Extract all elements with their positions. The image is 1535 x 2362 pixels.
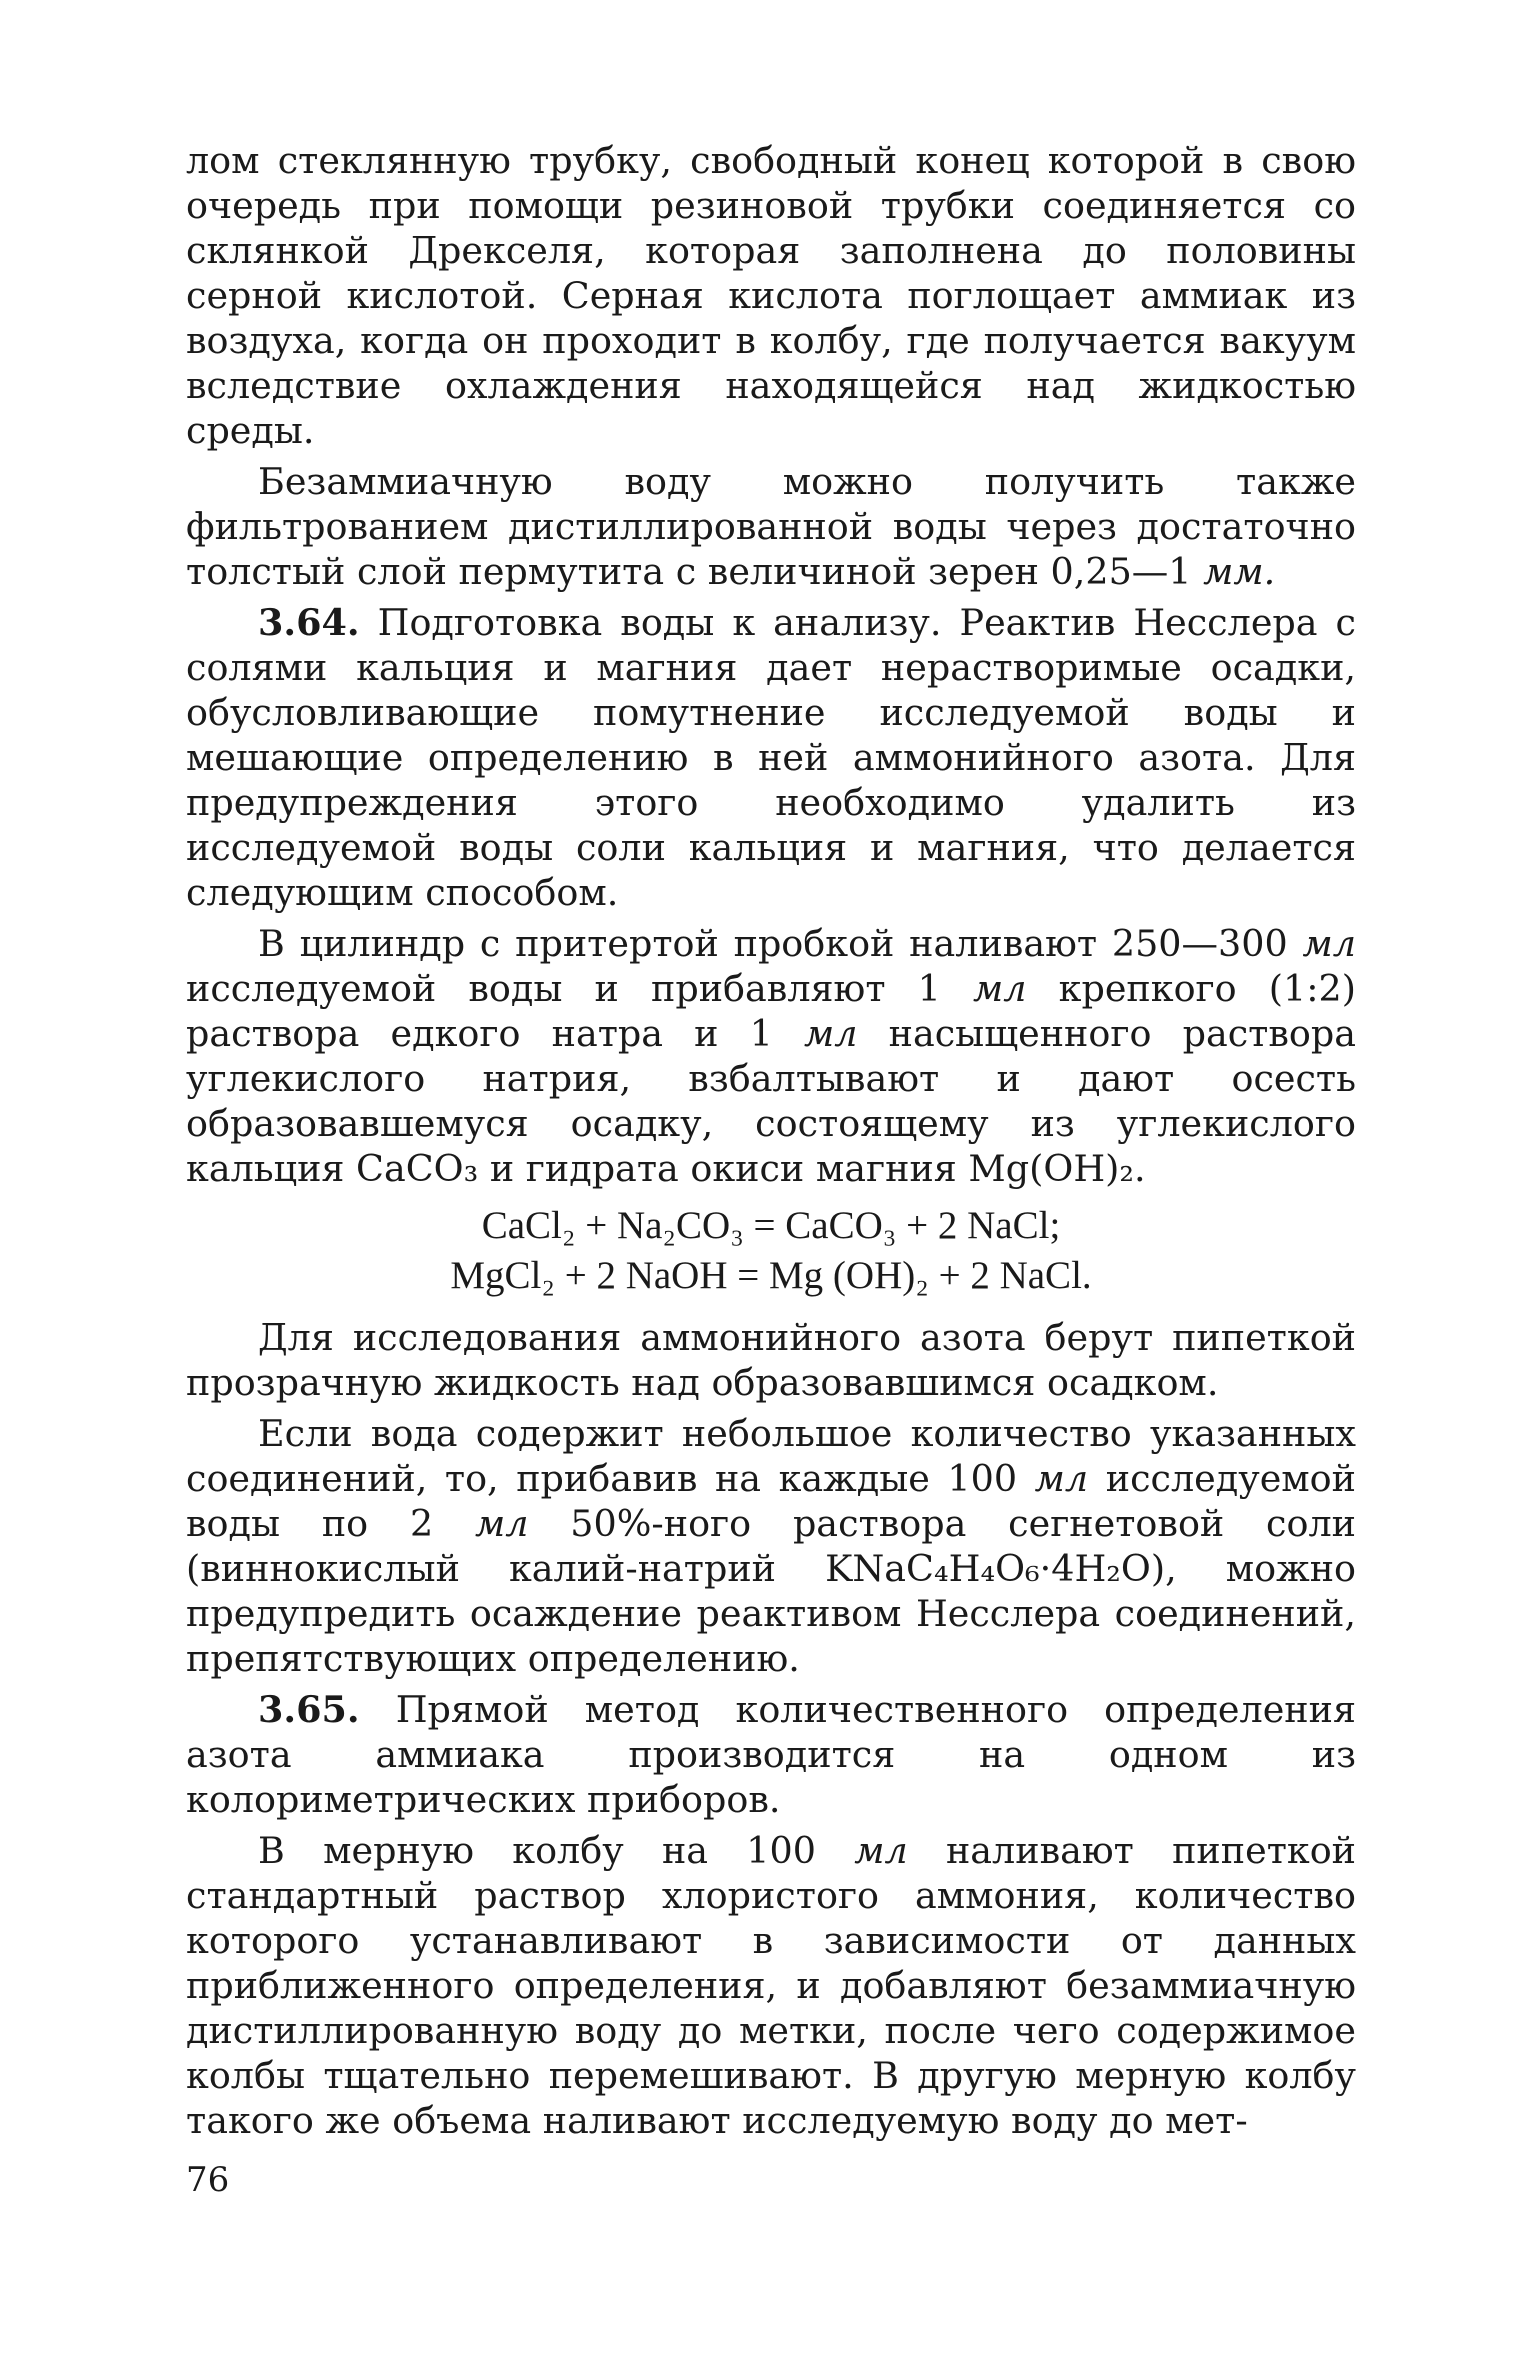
section-number: 3.65. <box>258 1688 360 1731</box>
book-page <box>186 138 1356 2143</box>
reaction-equations <box>186 1201 1356 1301</box>
section-3-64 <box>186 600 1356 915</box>
unit-text: мл <box>474 1502 529 1545</box>
section-3-65 <box>186 1687 1356 1822</box>
paragraph-text: лом стеклянную трубку, свободный конец которой в свою очередь при помощи резиновой трубки соединяется со склянкой Дрекселя, которая заполнена до половины серной кислотой. Серная кислота поглощает аммиак из воздуха, когда он проходит в колбу, где получается вакуум вследствие охлаждения находящейся над жидкостью среды. <box>186 139 1356 452</box>
paragraph-text: исследуемой воды по 2 <box>186 1457 1356 1545</box>
paragraph-text: Прямой метод количественного определения азота аммиака производится на одном из колориметрических приборов. <box>186 1688 1356 1821</box>
paragraph-volumetric-flask <box>186 1828 1356 2143</box>
paragraph-text: Подготовка воды к анализу. Реактив Несслера с солями кальция и магния дает нерастворимые осадки, обусловливающие помутнение исследуемой воды и мешающие определению в ней аммонийного азота. Для предупреждения этого необходимо удалить из исследуемой воды соли кальция и магния, что делается следующим способом. <box>186 601 1356 914</box>
unit-text: мл <box>973 967 1027 1010</box>
paragraph-ammonia-free-water <box>186 459 1356 594</box>
paragraph-text: Для исследования аммонийного азота берут пипеткой прозрачную жидкость над образовавшимся осадком. <box>186 1316 1356 1404</box>
page-number: 76 <box>186 2160 230 2200</box>
paragraph-text: Если вода содержит небольшое количество указанных соединений, то, прибавив на каждые 100 <box>186 1412 1356 1500</box>
paragraph-text: наливают пипеткой стандартный раствор хлористого аммония, количество которого устанавливают в зависимости от данных приближенного определения, и добавляют безаммиачную дистиллированную воду до метки, после чего содержимое колбы тщательно перемешивают. В другую мерную колбу такого же объема наливают исследуемую воду до мет- <box>186 1829 1356 2142</box>
paragraph-text: В цилиндр с притертой пробкой наливают 250—300 <box>258 922 1303 965</box>
paragraph-text: насыщенного раствора углекислого натрия, взбалтывают и дают осесть образовавшемуся осадку, состоящему из углекислого кальция CaCO₃ и гидрата окиси магния Mg(OH)₂. <box>186 1012 1356 1190</box>
paragraph-text: исследуемой воды и прибавляют 1 <box>186 967 973 1010</box>
unit-text: мл <box>854 1829 908 1872</box>
paragraph-seignette-salt <box>186 1411 1356 1681</box>
paragraph-text: крепкого (1:2) раствора едкого натра и 1 <box>186 967 1356 1055</box>
unit-text: мл <box>1302 922 1356 965</box>
unit-text: мл <box>803 1012 858 1055</box>
paragraph-text: Безаммиачную воду можно получить также фильтрованием дистиллированной воды через достаточно толстый слой пермутита с величиной зерен 0,25—1 <box>186 460 1356 593</box>
equation-magnesium: MgCl₂ + 2 NaOH = Mg (OH)₂ + 2 NaCl. <box>450 1254 1092 1297</box>
paragraph-text: 50%-ного раствора сегнетовой соли (виннокислый калий-натрий KNaC₄H₄O₆·4H₂O), можно предупредить осаждение реактивом Несслера соединений, препятствующих определению. <box>186 1502 1356 1680</box>
paragraph-continuation <box>186 138 1356 453</box>
unit-text: мл <box>1034 1457 1089 1500</box>
section-number: 3.64. <box>258 601 360 644</box>
equation-calcium: CaCl₂ + Na₂CO₃ = CaCO₃ + 2 NaCl; <box>481 1204 1061 1247</box>
paragraph-cylinder-procedure <box>186 921 1356 1191</box>
unit-text: мм. <box>1203 550 1276 593</box>
paragraph-pipette <box>186 1315 1356 1405</box>
paragraph-text: В мерную колбу на 100 <box>258 1829 855 1872</box>
